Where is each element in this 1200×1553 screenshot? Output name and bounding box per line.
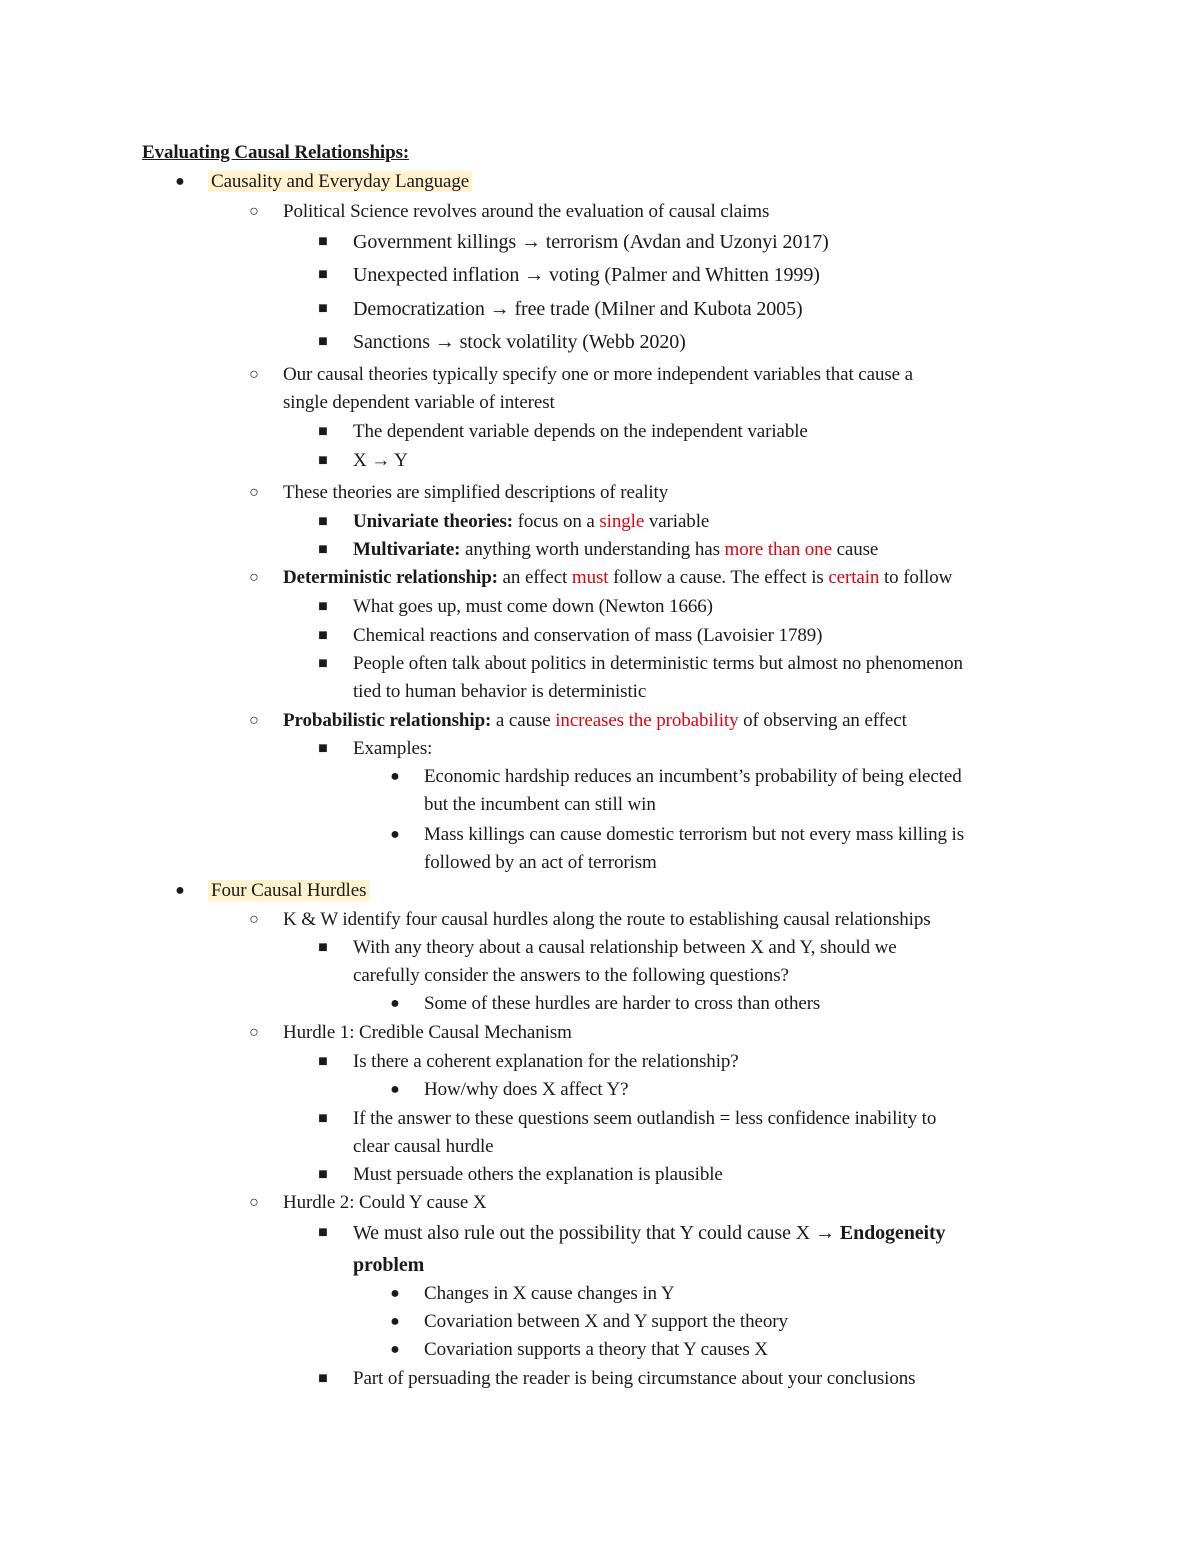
level2-bullet: ○ xyxy=(249,1194,259,1211)
list-item: X → Y xyxy=(353,450,408,471)
list-item: Covariation supports a theory that Y causes X xyxy=(424,1339,768,1360)
list-item-continuation xyxy=(353,1251,424,1279)
list-item-continuation: followed by an act of terrorism xyxy=(424,852,657,873)
list-item xyxy=(353,508,709,536)
level4-bullet: ● xyxy=(390,1341,400,1358)
level3-bullet: ■ xyxy=(318,939,328,956)
list-item: The dependent variable depends on the independent variable xyxy=(353,421,808,442)
highlighted-heading: Causality and Everyday Language xyxy=(208,171,472,192)
level4-bullet: ● xyxy=(390,1285,400,1302)
level3-bullet: ■ xyxy=(318,740,328,757)
list-item: Changes in X cause changes in Y xyxy=(424,1283,675,1304)
term: Univariate theories: xyxy=(353,511,513,532)
list-item: Covariation between X and Y support the theory xyxy=(424,1311,788,1332)
list-item: Hurdle 1: Credible Causal Mechanism xyxy=(283,1022,572,1043)
list-item xyxy=(353,536,878,564)
list-item: Government killings → terrorism (Avdan and Uzonyi 2017) xyxy=(353,231,829,253)
level2-bullet: ○ xyxy=(249,1024,259,1041)
list-item: Examples: xyxy=(353,738,433,759)
level3-bullet: ■ xyxy=(318,452,328,469)
list-item: Chemical reactions and conservation of mass (Lavoisier 1789) xyxy=(353,625,823,646)
level3-bullet: ■ xyxy=(318,423,328,440)
list-item-continuation: tied to human behavior is deterministic xyxy=(353,681,647,702)
text: cause xyxy=(831,539,879,560)
list-item: Unexpected inflation → voting (Palmer and Whitten 1999) xyxy=(353,264,820,286)
list-item: If the answer to these questions seem outlandish = less confidence inability to xyxy=(353,1108,937,1129)
level3-bullet: ■ xyxy=(318,266,328,283)
list-item: Is there a coherent explanation for the relationship? xyxy=(353,1051,739,1072)
level3-bullet: ■ xyxy=(318,1224,328,1241)
red-emphasis: certain xyxy=(828,567,880,588)
text: anything worth understanding has xyxy=(460,539,725,560)
level3-bullet: ■ xyxy=(318,541,328,558)
list-item: Hurdle 2: Could Y cause X xyxy=(283,1192,487,1213)
list-item xyxy=(283,564,952,592)
list-item: These theories are simplified descriptions of reality xyxy=(283,482,669,503)
level2-bullet: ○ xyxy=(249,484,259,501)
list-item xyxy=(353,1219,945,1247)
red-emphasis: more than one xyxy=(724,539,832,560)
level2-bullet: ○ xyxy=(249,366,259,383)
red-emphasis: must xyxy=(571,567,609,588)
red-emphasis: single xyxy=(599,511,645,532)
list-item: Some of these hurdles are harder to cross than others xyxy=(424,993,821,1014)
level4-bullet: ● xyxy=(390,1081,400,1098)
level3-bullet: ■ xyxy=(318,513,328,530)
level3-bullet: ■ xyxy=(318,1110,328,1127)
level3-bullet: ■ xyxy=(318,233,328,250)
text: We must also rule out the possibility that Y could cause X → xyxy=(353,1222,840,1244)
section-heading-causality xyxy=(208,168,472,196)
list-item: What goes up, must come down (Newton 1666) xyxy=(353,596,713,617)
list-item: How/why does X affect Y? xyxy=(424,1079,629,1100)
list-item xyxy=(283,707,907,735)
list-item: People often talk about politics in deterministic terms but almost no phenomenon xyxy=(353,653,963,674)
level4-bullet: ● xyxy=(390,768,400,785)
text: variable xyxy=(644,511,710,532)
term: Multivariate: xyxy=(353,539,461,560)
list-item: Mass killings can cause domestic terrorism but not every mass killing is xyxy=(424,824,965,845)
list-item: Must persuade others the explanation is plausible xyxy=(353,1164,723,1185)
text: follow a cause. The effect is xyxy=(608,567,829,588)
level3-bullet: ■ xyxy=(318,300,328,317)
list-item: Political Science revolves around the evaluation of causal claims xyxy=(283,201,770,222)
term: problem xyxy=(353,1254,425,1276)
red-emphasis: increases the probability xyxy=(555,710,739,731)
level3-bullet: ■ xyxy=(318,627,328,644)
list-item-continuation: single dependent variable of interest xyxy=(283,392,555,413)
list-item-continuation: carefully consider the answers to the following questions? xyxy=(353,965,789,986)
level2-bullet: ○ xyxy=(249,203,259,220)
document-title: Evaluating Causal Relationships: xyxy=(142,142,410,163)
term: Probabilistic relationship: xyxy=(283,710,492,731)
level2-bullet: ○ xyxy=(249,569,259,586)
list-item: K & W identify four causal hurdles along the route to establishing causal relationships xyxy=(283,909,931,930)
level4-bullet: ● xyxy=(390,1313,400,1330)
level3-bullet: ■ xyxy=(318,333,328,350)
highlighted-heading: Four Causal Hurdles xyxy=(208,880,369,901)
list-item: Part of persuading the reader is being circumstance about your conclusions xyxy=(353,1368,916,1389)
text: of observing an effect xyxy=(738,710,907,731)
level2-bullet: ○ xyxy=(249,911,259,928)
list-item: With any theory about a causal relationship between X and Y, should we xyxy=(353,937,897,958)
level3-bullet: ■ xyxy=(318,655,328,672)
level2-bullet: ○ xyxy=(249,712,259,729)
term: Endogeneity xyxy=(839,1222,946,1244)
list-item: Our causal theories typically specify one or more independent variables that cause a xyxy=(283,364,913,385)
list-item: Sanctions → stock volatility (Webb 2020) xyxy=(353,331,686,353)
list-item: Economic hardship reduces an incumbent’s probability of being elected xyxy=(424,766,962,787)
section-heading-hurdles xyxy=(208,877,369,905)
text: to follow xyxy=(879,567,953,588)
text: an effect xyxy=(497,567,572,588)
list-item-continuation: clear causal hurdle xyxy=(353,1136,494,1157)
level3-bullet: ■ xyxy=(318,1053,328,1070)
text: focus on a xyxy=(512,511,600,532)
level3-bullet: ■ xyxy=(318,598,328,615)
level4-bullet: ● xyxy=(390,995,400,1012)
list-item-continuation: but the incumbent can still win xyxy=(424,794,656,815)
level1-bullet: ● xyxy=(175,173,185,190)
level3-bullet: ■ xyxy=(318,1166,328,1183)
text: a cause xyxy=(491,710,556,731)
level3-bullet: ■ xyxy=(318,1370,328,1387)
level1-bullet: ● xyxy=(175,882,185,899)
term: Deterministic relationship: xyxy=(283,567,498,588)
list-item: Democratization → free trade (Milner and Kubota 2005) xyxy=(353,298,803,320)
level4-bullet: ● xyxy=(390,826,400,843)
